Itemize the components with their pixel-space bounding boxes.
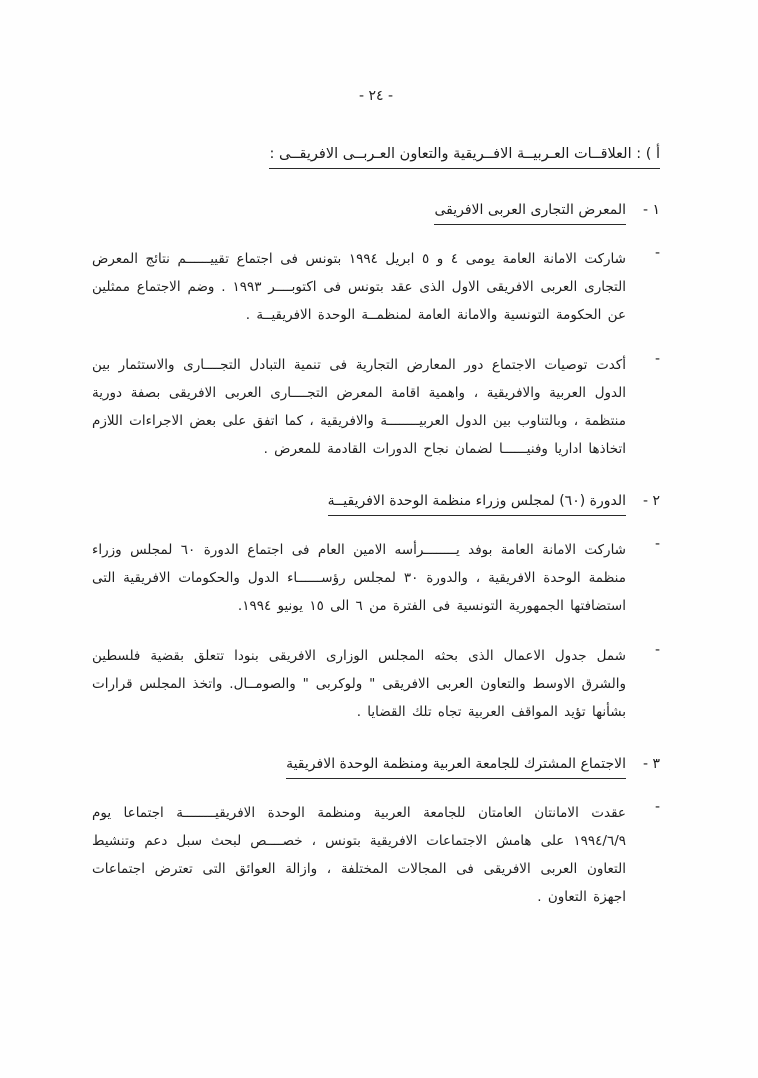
paragraph-dash: - (654, 536, 660, 552)
section-number: ٣ - (642, 756, 660, 772)
section-number: ٢ - (642, 493, 660, 509)
paragraph-text: شمل جدول الاعمال الذى بحثه المجلس الوزارى الافريقى بنودا تتعلق بقضية فلسطين والشرق الاوسط والتعاون العربى الافريقى " ولوكربى " والصومــال. واتخذ المجلس قرارات بشأنها تؤيد المواقف العربية تجاه تلك القضايا . (92, 648, 626, 720)
paragraph-text: أكدت توصيات الاجتماع دور المعارض التجارية فى تنمية التبادل التجــــارى والاستثمار بين الدول العربية والافريقية ، واهمية اقامة المعرض التجــــارى العربى الافريقى بصفة دورية منتظمة ، وبالتناوب بين الدول العربيــــــــة والافريقية ، كما اتفق على بعض الاجراءات اللازم اتخاذها اداريا وفنيــــــا لضمان نجاح الدورات القادمة للمعرض . (92, 357, 626, 457)
section-title: الاجتماع المشترك للجامعة العربية ومنظمة الوحدة الافريقية (286, 756, 626, 779)
section-title-row (92, 756, 660, 779)
section-number: ١ - (642, 202, 660, 218)
main-heading (92, 146, 660, 162)
paragraph-row (92, 536, 660, 620)
main-heading-text: أ ) : العلاقــات العـربيــة الافــريقية والتعاون العـربــى الافريقــى : (269, 146, 660, 169)
section-title: الدورة (٦٠) لمجلس وزراء منظمة الوحدة الافريقيــة (328, 493, 626, 516)
paragraph-dash: - (654, 642, 660, 658)
paragraph-row (92, 351, 660, 463)
section-title-row (92, 202, 660, 225)
paragraph-text: عقدت الامانتان العامتان للجامعة العربية ومنظمة الوحدة الافريقيــــــــة اجتماعا يوم ١٩٩٤/٦/٩ على هامش الاجتماعات الافريقية بتونس ، خصــــص لبحث سبل دعم وتنشيط التعاون العربى الافريقى فى المجالات المختلفة ، وازالة العوائق التى تعترض اجتماعات اجهزة التعاون . (92, 805, 626, 905)
section-oau-council (92, 493, 660, 726)
paragraph-dash: - (654, 799, 660, 815)
section-title-row (92, 493, 660, 516)
section-joint-meeting (92, 756, 660, 911)
paragraph-dash: - (654, 245, 660, 261)
section-title: المعرض التجارى العربى الافريقى (434, 202, 626, 225)
paragraph-row (92, 642, 660, 726)
paragraph-dash: - (654, 351, 660, 367)
paragraph-row (92, 245, 660, 329)
paragraph-row (92, 799, 660, 911)
paragraph-text: شاركت الامانة العامة بوفد يــــــــرأسه الامين العام فى اجتماع الدورة ٦٠ لمجلس وزراء منظمة الوحدة الافريقية ، والدورة ٣٠ لمجلس رؤســــــاء الدول والحكومات الافريقية التى استضافتها الجمهورية التونسية فى الفترة من ٦ الى ١٥ يونيو ١٩٩٤. (92, 542, 626, 614)
paragraph-text: شاركت الامانة العامة يومى ٤ و ٥ ابريل ١٩٩٤ بتونس فى اجتماع تقييــــــم نتائج المعرض التجارى العربى الافريقى الاول الذى عقد بتونس فى اكتوبــــر ١٩٩٣ . وضم الاجتماع ممثلين عن الحكومة التونسية والامانة العامة لمنظمــة الوحدة الافريقيــة . (92, 251, 626, 323)
page-number: - ٢٤ - (358, 88, 394, 104)
section-trade-fair (92, 202, 660, 463)
